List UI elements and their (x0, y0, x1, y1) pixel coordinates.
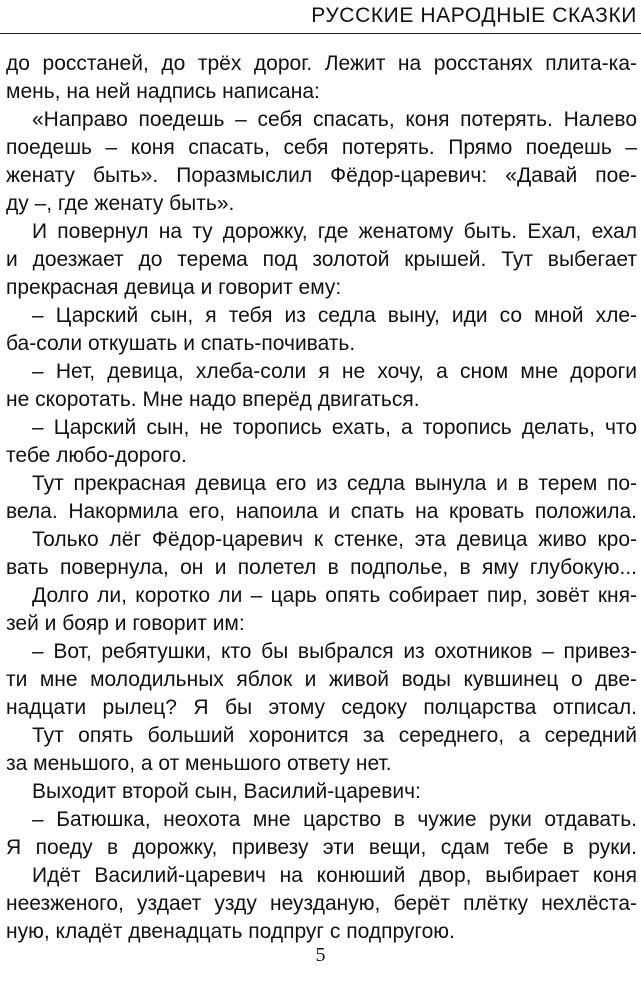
text-line: неезженого, уздает узду неузданую, берёт плётку нехлёста- (6, 892, 637, 915)
page-number: 5 (315, 944, 326, 966)
text-line: «Направо поедешь – себя спасать, коня потерять. Налево (32, 108, 637, 131)
text-line: ти мне молодильных яблок и живой воды кувшинец о две- (6, 668, 637, 691)
text-line: Я поеду в дорожку, привезу эти вещи, сдам тебе в руки. (6, 836, 637, 859)
text-line: прекрасная девица и говорит ему: (6, 276, 342, 299)
text-line: Идёт Василий-царевич на конюший двор, выбирает коня (32, 864, 637, 887)
text-line: – Царский сын, не торопись ехать, а торопись делать, что (32, 416, 637, 439)
text-line: Только лёг Фёдор-царевич к стенке, эта девица живо кро- (32, 528, 637, 551)
text-line: за меньшого, а от меньшого ответу нет. (6, 752, 392, 775)
text-line: до росстаней, до трёх дорог. Лежит на росстанях плита-ка- (6, 52, 637, 75)
running-header: РУССКИЕ НАРОДНЫЕ СКАЗКИ (311, 4, 637, 27)
text-line: – Батюшка, неохота мне царство в чужие руки отдавать. (32, 808, 637, 831)
body-text (6, 50, 637, 946)
text-line: – Вот, ребятушки, кто бы выбрался из охотников – привез- (32, 640, 637, 663)
text-line: и доезжает до терема под золотой крышей. Тут выбегает (6, 248, 637, 271)
text-line: Долго ли, коротко ли – царь опять собирает пир, зовёт кня- (32, 584, 637, 607)
text-line: Тут опять больший хоронится за середнего, а середний (32, 724, 637, 747)
text-line: – Царский сын, я тебя из седла выну, иди со мной хле- (32, 304, 637, 327)
text-line: не скоротать. Мне надо вперёд двигаться. (6, 388, 420, 411)
text-line: надцати рылец? Я бы этому седоку полцарства отписал. (6, 696, 637, 719)
text-line: – Нет, девица, хлеба-соли я не хочу, а сном мне дороги (32, 360, 637, 383)
text-line: Тут прекрасная девица его из седла вынула и в терем по- (32, 472, 637, 495)
text-line: ную, кладёт двенадцать подпруг с подпругою. (6, 920, 455, 943)
text-line: мень, на ней надпись написана: (6, 80, 320, 103)
text-line: Выходит второй сын, Василий-царевич: (32, 780, 421, 803)
text-line: вать повернула, он и полетел в подполье, в яму глубокую... (6, 556, 637, 579)
header-rule (0, 33, 641, 34)
text-line: И повернул на ту дорожку, где женатому быть. Ехал, ехал (32, 220, 637, 243)
text-line: зей и бояр и говорит им: (6, 612, 245, 635)
text-line: вела. Накормила его, напоила и спать на кровать положила. (6, 500, 637, 523)
text-line: поедешь – коня спасать, себя потерять. Прямо поедешь – (6, 136, 637, 159)
text-line: ду –, где женату быть». (6, 192, 235, 215)
text-line: ба-соли откушать и спать-почивать. (6, 332, 356, 355)
text-line: женату быть». Поразмыслил Фёдор-царевич: «Давай пое- (6, 164, 637, 187)
text-line: тебе любо-дорого. (6, 444, 187, 467)
